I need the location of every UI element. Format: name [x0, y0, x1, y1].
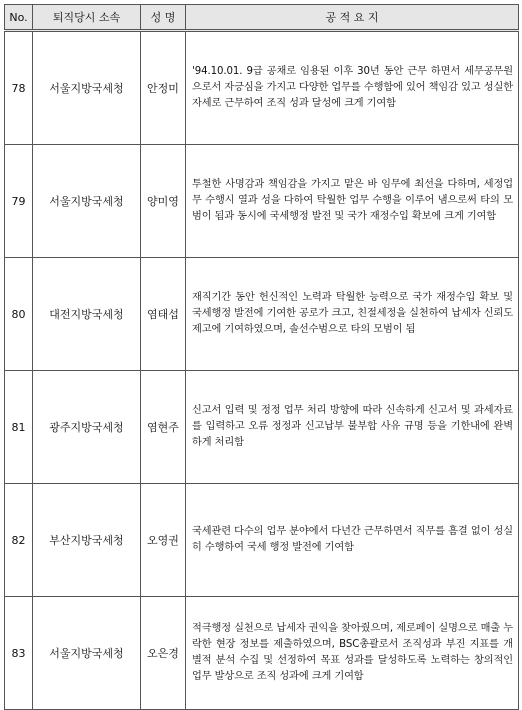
row-name: 안정미: [141, 31, 186, 145]
row-no: 82: [5, 484, 33, 597]
row-summary: 재직기간 동안 헌신적인 노력과 탁월한 능력으로 국가 재정수입 확보 및 국세행정 발전에 기여한 공로가 크고, 친절세정을 실천하여 납세자 신뢰도 제고에 기여하였으며, 솔선수범으로 타의 모범이 됨: [186, 258, 519, 371]
row-no: 81: [5, 371, 33, 484]
row-org: 서울지방국세청: [33, 145, 141, 258]
row-no: 80: [5, 258, 33, 371]
merit-table-page: [4, 4, 518, 710]
row-name: 오영권: [141, 484, 186, 597]
table-row: [5, 371, 519, 484]
table-row: [5, 31, 519, 145]
row-summary: '94.10.01. 9급 공채로 임용된 이후 30년 동안 근무 하면서 세무공무원으로서 자긍심을 가지고 다양한 업무를 수행함에 있어 책임감 있고 성실한 자세로 근무하여 조직 성과 달성에 크게 기여함: [186, 31, 519, 145]
row-summary: 투철한 사명감과 책임감을 가지고 맡은 바 임무에 최선을 다하며, 세정업무 수행시 열과 성을 다하여 탁월한 업무 수행을 이루어 냄으로써 타의 모범이 됨과 동시에 국세행정 발전 및 국가 재정수입 확보에 크게 기여함: [186, 145, 519, 258]
row-summary: 적극행정 실천으로 납세자 권익을 찾아줬으며, 제로페이 실명으로 매출 누락한 현장 정보를 제출하였으며, BSC총괄로서 조직성과 부진 지표를 개별적 분석 수집 및 선정하여 목표 성과를 달성하도록 노력하는 창의적인 업무 발상으로 조직 성과에 크게 기여함: [186, 597, 519, 710]
row-name: 양미영: [141, 145, 186, 258]
table-row: [5, 484, 519, 597]
header-summary: 공 적 요 지: [186, 5, 519, 31]
row-summary: 국세관련 다수의 업무 분야에서 다년간 근무하면서 직무를 흠결 없이 성실히 수행하여 국세 행정 발전에 기여함: [186, 484, 519, 597]
header-no: No.: [5, 5, 33, 31]
row-org: 서울지방국세청: [33, 31, 141, 145]
row-name: 오은경: [141, 597, 186, 710]
header-org: 퇴직당시 소속: [33, 5, 141, 31]
table-row: [5, 145, 519, 258]
header-name: 성 명: [141, 5, 186, 31]
header-row: [5, 5, 519, 31]
row-no: 79: [5, 145, 33, 258]
row-org: 광주지방국세청: [33, 371, 141, 484]
row-summary: 신고서 입력 및 정정 업무 처리 방향에 따라 신속하게 신고서 및 과세자료를 입력하고 오류 정정과 신고납부 불부합 사유 규명 등을 기한내에 완벽하게 처리함: [186, 371, 519, 484]
row-no: 83: [5, 597, 33, 710]
row-name: 염현주: [141, 371, 186, 484]
row-name: 염태섭: [141, 258, 186, 371]
row-no: 78: [5, 31, 33, 145]
table-row: [5, 258, 519, 371]
row-org: 대전지방국세청: [33, 258, 141, 371]
row-org: 부산지방국세청: [33, 484, 141, 597]
merit-table: [4, 4, 519, 710]
table-row: [5, 597, 519, 710]
row-org: 서울지방국세청: [33, 597, 141, 710]
